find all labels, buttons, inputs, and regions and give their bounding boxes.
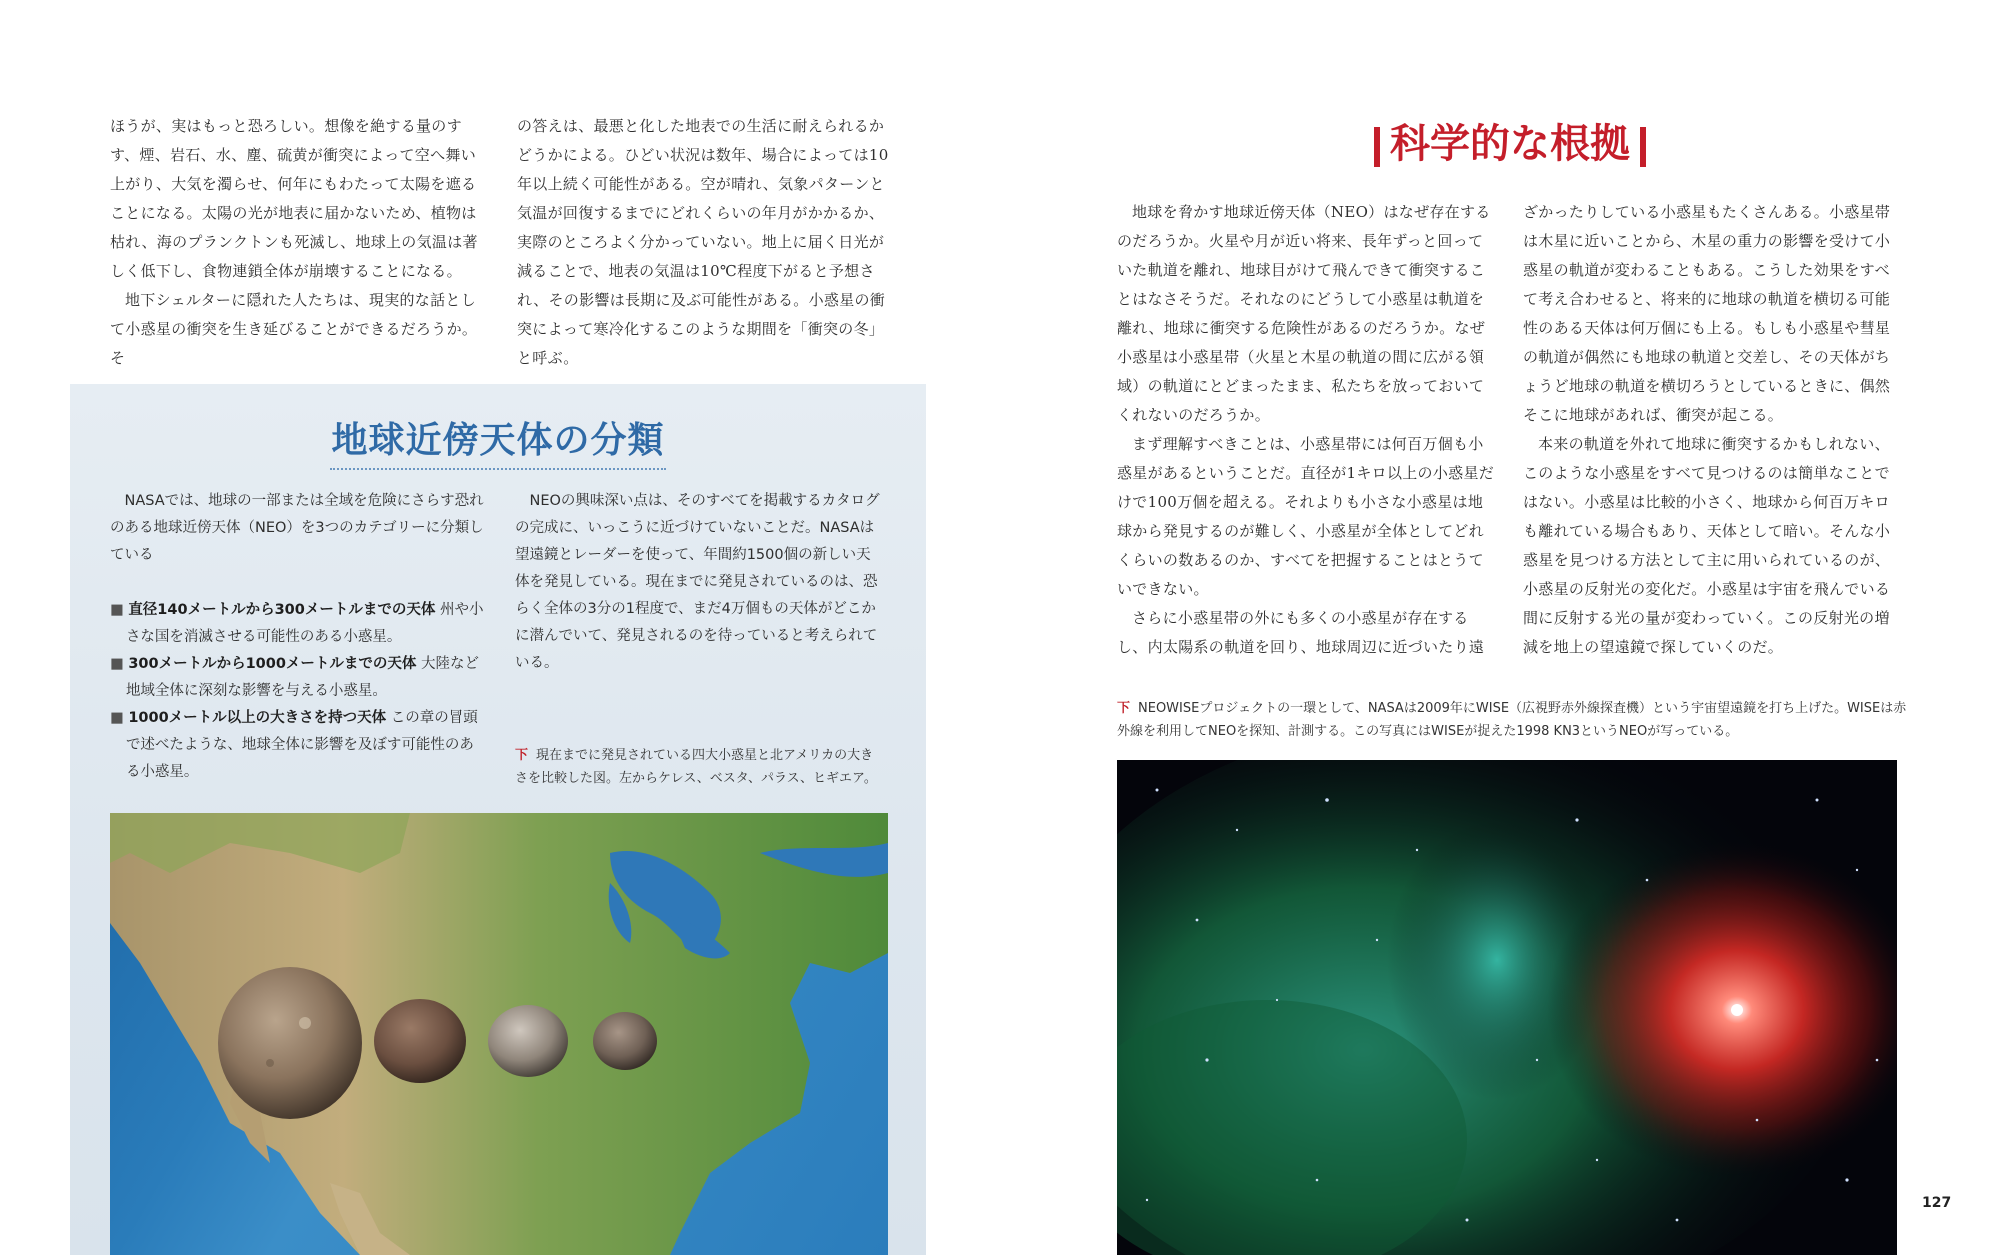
- caption-marker: 下: [1117, 701, 1131, 716]
- vesta-asteroid: [374, 999, 466, 1083]
- sidebar-paragraph: NEOの興味深い点は、そのすべてを掲載するカタログの完成に、いっこうに近づけていないことだ。NASAは望遠鏡とレーダーを使って、年間約1500個の新しい天体を発見している。現在までに発見されているのは、恐らく全体の3分の1程度で、まだ4万個もの天体がどこかに潜んでいて、発見されるのを待っていると考えられている。: [515, 493, 880, 671]
- sidebar-column-2: [515, 488, 885, 677]
- category-heading: 1000メートル以上の大きさを持つ天体: [128, 710, 387, 726]
- category-description: 大陸など地域全体に深刻な影響を与える小惑星。: [125, 656, 480, 699]
- sidebar-title-underline: [330, 468, 666, 470]
- paragraph: 地下シェルターに隠れた人たちは、現実的な話として小惑星の衝突を生き延びることができるだろうか。そ: [110, 291, 478, 367]
- category-heading: 直径140メートルから300メートルまでの天体: [128, 602, 436, 618]
- category-description: この章の冒頭で述べたような、地球全体に影響を及ぼす可能性のある小惑星。: [125, 710, 478, 780]
- wise-caption: [1117, 697, 1907, 743]
- science-section-title: [1360, 112, 1660, 169]
- right-column-1: [1117, 198, 1495, 662]
- neo-1998-kn3-image: [1117, 760, 1897, 1255]
- caption-marker: 下: [515, 748, 529, 763]
- science-title-text: 科学的な根拠: [1390, 120, 1630, 167]
- category-description: 州や小さな国を消滅させる可能性のある小惑星。: [125, 602, 484, 645]
- bullet-square-icon: ■: [110, 710, 124, 726]
- paragraph: の答えは、最悪と化した地表での生活に耐えられるかどうかによる。ひどい状況は数年、場合によっては10年以上続く可能性がある。空が晴れ、気象パターンと気温が回復するまでにどれくらいの年月がかかるか、実際のところよく分かっていない。地上に届く日光が減ることで、地表の気温は10℃程度下がると予想され、その影響は長期に及ぶ可能性がある。小惑星の衝突によって寒冷化するこのような期間を「衝突の冬」と呼ぶ。: [517, 117, 889, 367]
- asteroid-size-comparison-map: [110, 813, 888, 1255]
- left-column-2: [517, 112, 892, 373]
- left-column-1: [110, 112, 485, 373]
- map-caption: [515, 744, 885, 790]
- page-number: 127: [1922, 1195, 1952, 1211]
- title-bar-left: [1374, 127, 1380, 167]
- sidebar-intro: NASAでは、地球の一部または全域を危険にさらす恐れのある地球近傍天体（NEO）を3つのカテゴリーに分類している: [110, 493, 484, 563]
- bullet-square-icon: ■: [110, 656, 124, 672]
- caption-text: NEOWISEプロジェクトの一環として、NASAは2009年にWISE（広視野赤外線探査機）という宇宙望遠鏡を打ち上げた。WISEは赤外線を利用してNEOを探知、計測する。この写真にはWISEが捉えた1998 KN3というNEOが写っている。: [1117, 701, 1907, 739]
- list-item: [110, 651, 485, 705]
- caption-text: 現在までに発見されている四大小惑星と北アメリカの大きさを比較した図。左からケレス、ベスタ、パラス、ヒギエア。: [515, 748, 877, 786]
- paragraph: ほうが、実はもっと恐ろしい。想像を絶する量のすす、煙、岩石、水、塵、硫黄が衝突によって空へ舞い上がり、大気を濁らせ、何年にもわたって太陽を遮ることになる。太陽の光が地表に届かないため、植物は枯れ、海のプランクトンも死滅し、地球上の気温は著しく低下し、食物連鎖全体が崩壊することになる。: [110, 117, 478, 280]
- wise-infrared-space-photo: [1117, 760, 1897, 1255]
- sidebar-column-1: [110, 488, 485, 786]
- paragraph: 本来の軌道を外れて地球に衝突するかもしれない、このような小惑星をすべて見つけるのは簡単なことではない。小惑星は比較的小さく、地球から何百万キロも離れている場合もあり、天体として暗い。そんな小惑星を見つける方法として主に用いられているのが、小惑星の反射光の変化だ。小惑星は宇宙を飛んでいる間に反射する光の量が変わっていく。この反射光の増減を地上の望遠鏡で探していくのだ。: [1523, 435, 1891, 656]
- neo-classification-sidebar: [70, 384, 926, 1255]
- category-heading: 300メートルから1000メートルまでの天体: [128, 656, 417, 672]
- paragraph: 地球を脅かす地球近傍天体（NEO）はなぜ存在するのだろうか。火星や月が近い将来、長年ずっと回っていた軌道を離れ、地球目がけて飛んできて衝突することはなさそうだ。それなのにどうして小惑星は軌道を離れ、地球に衝突する危険性があるのだろうか。なぜ小惑星は小惑星帯（火星と木星の軌道の間に広がる領域）の軌道にとどまったまま、私たちを放っておいてくれないのだろうか。: [1117, 203, 1491, 424]
- paragraph: ざかったりしている小惑星もたくさんある。小惑星帯は木星に近いことから、木星の重力の影響を受けて小惑星の軌道が変わることもある。こうした効果をすべて考え合わせると、将来的に地球の軌道を横切る可能性のある天体は何万個にも上る。もしも小惑星や彗星の軌道が偶然にも地球の軌道と交差し、その天体がちょうど地球の軌道を横切ろうとしているときに、偶然そこに地球があれば、衝突が起こる。: [1523, 203, 1891, 424]
- ceres-asteroid: [218, 967, 362, 1119]
- list-item: [110, 597, 485, 651]
- list-item: [110, 705, 485, 786]
- neo-category-list: [110, 597, 485, 786]
- bullet-square-icon: ■: [110, 602, 124, 618]
- neo-1998-kn3-bright-point: [1731, 1004, 1743, 1016]
- hygiea-asteroid: [593, 1012, 657, 1070]
- pallas-asteroid: [488, 1005, 568, 1077]
- paragraph: さらに小惑星帯の外にも多くの小惑星が存在するし、内太陽系の軌道を回り、地球周辺に近づいたり遠: [1117, 609, 1485, 656]
- north-america-map-illustration: [110, 813, 888, 1255]
- paragraph: まず理解すべきことは、小惑星帯には何百万個も小惑星があるということだ。直径が1キロ以上の小惑星だけで100万個を超える。それよりも小さな小惑星は地球から発見するのが難しく、小惑星が全体としてどれくらいの数あるのか、すべてを把握することはとうていできない。: [1117, 435, 1495, 598]
- sidebar-title: 地球近傍天体の分類: [331, 420, 665, 461]
- title-bar-right: [1640, 127, 1646, 167]
- right-column-2: [1523, 198, 1901, 662]
